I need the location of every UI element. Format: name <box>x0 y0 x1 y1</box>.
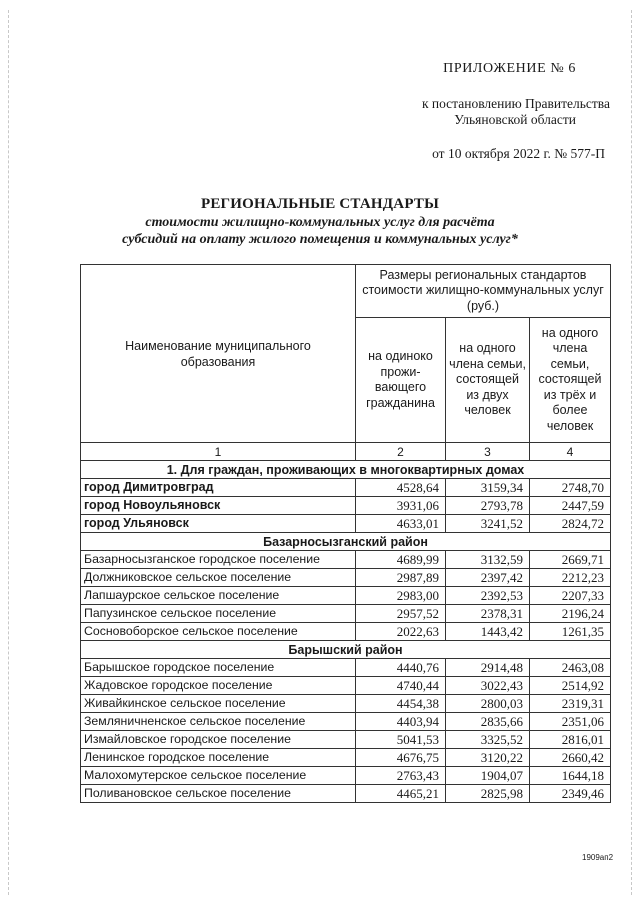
value-three: 2447,59 <box>530 497 611 515</box>
value-two: 3241,52 <box>446 515 530 533</box>
value-two: 2800,03 <box>446 695 530 713</box>
col-number-1: 1 <box>81 443 356 461</box>
value-two: 2914,48 <box>446 659 530 677</box>
value-single: 4403,94 <box>356 713 446 731</box>
value-three: 2196,24 <box>530 605 611 623</box>
header-col-two: на одного члена семьи, состоящей из двух человек <box>446 318 530 443</box>
municipality-name: Ленинское городское поселение <box>81 749 356 767</box>
value-two: 3022,43 <box>446 677 530 695</box>
value-three: 2319,31 <box>530 695 611 713</box>
value-two: 2825,98 <box>446 785 530 803</box>
scan-edge-left <box>8 10 9 895</box>
municipality-name: Лапшаурское сельское поселение <box>81 587 356 605</box>
municipality-name: Измайловское городское поселение <box>81 731 356 749</box>
table-row <box>81 623 611 641</box>
table-row <box>81 767 611 785</box>
value-single: 4740,44 <box>356 677 446 695</box>
document-code: 1909ап2 <box>582 853 614 862</box>
table-row <box>81 587 611 605</box>
table-row <box>81 785 611 803</box>
section-heading-row <box>81 461 611 479</box>
standards-table <box>80 264 611 803</box>
table-row <box>81 605 611 623</box>
value-single: 2763,43 <box>356 767 446 785</box>
section-heading: 1. Для граждан, проживающих в многоквартирных домах <box>81 461 611 479</box>
table-row <box>81 569 611 587</box>
value-two: 2397,42 <box>446 569 530 587</box>
appendix-label: ПРИЛОЖЕНИЕ № 6 <box>443 61 576 76</box>
table-header-row-1 <box>81 265 611 318</box>
value-three: 2212,23 <box>530 569 611 587</box>
value-three: 2207,33 <box>530 587 611 605</box>
col-number-3: 3 <box>446 443 530 461</box>
district-2-group <box>81 659 611 803</box>
decree-line-1: к постановлению Правительства <box>421 96 610 111</box>
value-single: 3931,06 <box>356 497 446 515</box>
column-numbers-row <box>81 443 611 461</box>
value-single: 4465,21 <box>356 785 446 803</box>
district-heading-2: Барышский район <box>81 641 611 659</box>
value-single: 2983,00 <box>356 587 446 605</box>
municipality-name: город Новоульяновск <box>81 497 356 515</box>
value-two: 1904,07 <box>446 767 530 785</box>
value-three: 2514,92 <box>530 677 611 695</box>
cities-group <box>81 479 611 533</box>
value-single: 4633,01 <box>356 515 446 533</box>
municipality-name: Земляничненское сельское поселение <box>81 713 356 731</box>
value-three: 2660,42 <box>530 749 611 767</box>
scan-edge-right <box>631 10 632 895</box>
value-single: 4454,38 <box>356 695 446 713</box>
document-title: РЕГИОНАЛЬНЫЕ СТАНДАРТЫ <box>200 196 439 212</box>
value-three: 2824,72 <box>530 515 611 533</box>
decree-reference <box>300 96 610 128</box>
district-row <box>81 641 611 659</box>
header-col-single: на одиноко прожи-вающего гражданина <box>356 318 446 443</box>
value-three: 2669,71 <box>530 551 611 569</box>
municipality-name: город Димитровград <box>81 479 356 497</box>
value-two: 3325,52 <box>446 731 530 749</box>
value-three: 1261,35 <box>530 623 611 641</box>
value-two: 3120,22 <box>446 749 530 767</box>
municipality-name: Поливановское сельское поселение <box>81 785 356 803</box>
col-number-2: 2 <box>356 443 446 461</box>
table-row <box>81 515 611 533</box>
district-1-group <box>81 551 611 641</box>
table-row <box>81 551 611 569</box>
value-single: 4689,99 <box>356 551 446 569</box>
decree-date: от 10 октября 2022 г. № 577-П <box>432 146 605 161</box>
header-col-three: на одного члена семьи, состоящей из трёх и более человек <box>530 318 611 443</box>
table-row <box>81 497 611 515</box>
value-two: 2793,78 <box>446 497 530 515</box>
value-single: 4440,76 <box>356 659 446 677</box>
value-three: 2816,01 <box>530 731 611 749</box>
value-single: 4528,64 <box>356 479 446 497</box>
table-row <box>81 749 611 767</box>
municipality-name: Базарносызганское городское поселение <box>81 551 356 569</box>
header-municipality-text: Наименование муниципального образования <box>125 338 311 369</box>
value-single: 5041,53 <box>356 731 446 749</box>
municipality-name: город Ульяновск <box>81 515 356 533</box>
district-heading-1: Базарносызганский район <box>81 533 611 551</box>
value-two: 2378,31 <box>446 605 530 623</box>
value-single: 2987,89 <box>356 569 446 587</box>
value-three: 2463,08 <box>530 659 611 677</box>
municipality-name: Папузинское сельское поселение <box>81 605 356 623</box>
municipality-name: Должниковское сельское поселение <box>81 569 356 587</box>
value-single: 2022,63 <box>356 623 446 641</box>
value-three: 2349,46 <box>530 785 611 803</box>
table-row <box>81 659 611 677</box>
value-two: 1443,42 <box>446 623 530 641</box>
value-single: 4676,75 <box>356 749 446 767</box>
value-three: 2351,06 <box>530 713 611 731</box>
header-municipality <box>81 265 356 443</box>
table-row <box>81 695 611 713</box>
document-subtitle-2: субсидий на оплату жилого помещения и коммунальных услуг* <box>122 232 518 247</box>
col-number-4: 4 <box>530 443 611 461</box>
district-row <box>81 533 611 551</box>
table-row <box>81 731 611 749</box>
value-two: 3132,59 <box>446 551 530 569</box>
value-three: 2748,70 <box>530 479 611 497</box>
value-two: 2392,53 <box>446 587 530 605</box>
municipality-name: Сосновоборское сельское поселение <box>81 623 356 641</box>
value-three: 1644,18 <box>530 767 611 785</box>
header-group: Размеры региональных стандартов стоимости жилищно-коммунальных услуг (руб.) <box>356 265 611 318</box>
table-row <box>81 479 611 497</box>
table-row <box>81 713 611 731</box>
municipality-name: Малохомутерское сельское поселение <box>81 767 356 785</box>
municipality-name: Живайкинское сельское поселение <box>81 695 356 713</box>
municipality-name: Барышское городское поселение <box>81 659 356 677</box>
decree-line-2: Ульяновской области <box>454 112 576 127</box>
document-subtitle-1: стоимости жилищно-коммунальных услуг для расчёта <box>145 215 495 230</box>
value-two: 2835,66 <box>446 713 530 731</box>
municipality-name: Жадовское городское поселение <box>81 677 356 695</box>
value-single: 2957,52 <box>356 605 446 623</box>
table-row <box>81 677 611 695</box>
value-two: 3159,34 <box>446 479 530 497</box>
